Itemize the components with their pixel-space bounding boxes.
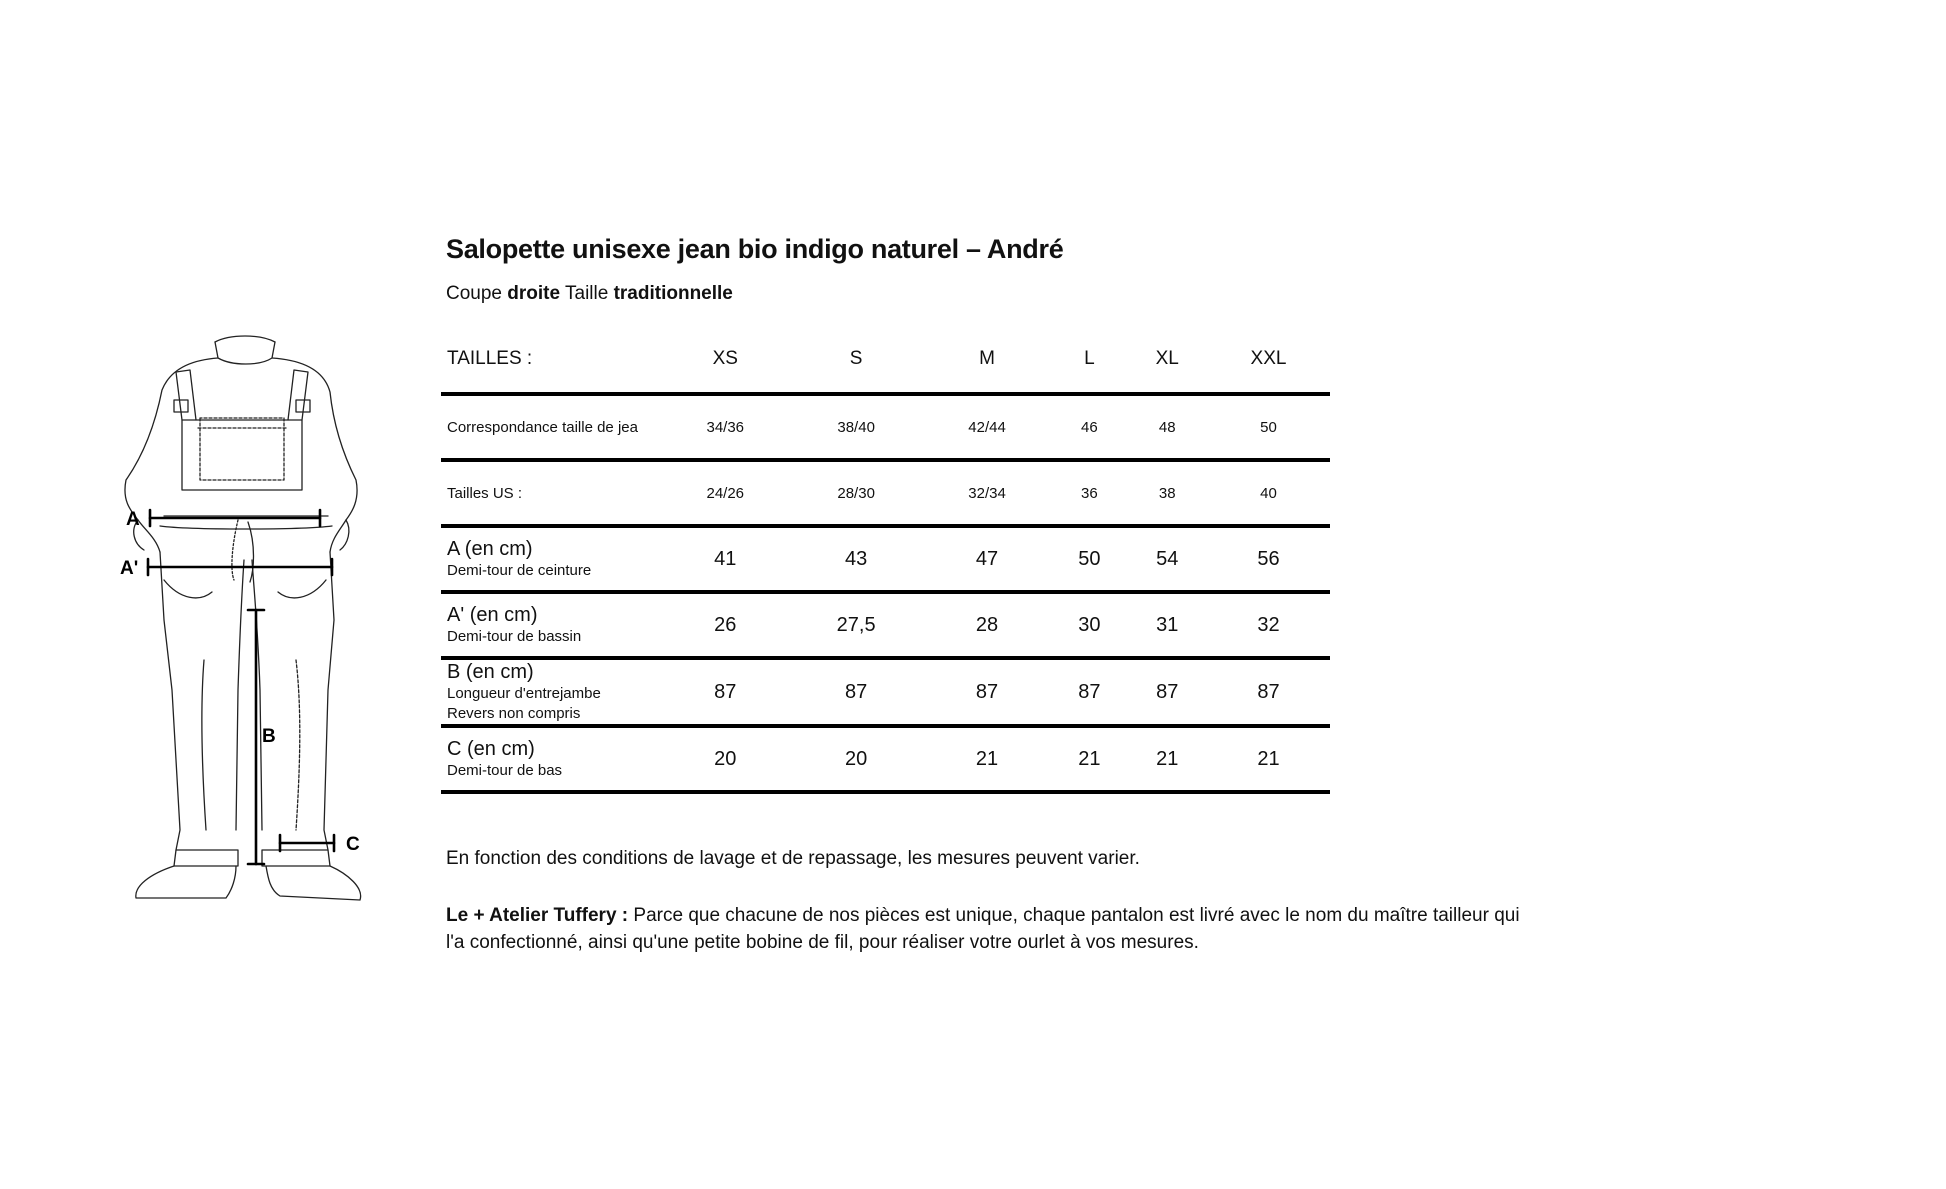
- marker-label-b: B: [262, 726, 276, 747]
- marker-label-a: A: [126, 509, 140, 530]
- table-cell: 42/44: [968, 418, 1006, 436]
- table-cell: 48: [1158, 418, 1176, 436]
- table-cell: 54: [1156, 547, 1179, 570]
- size-header-cell: S: [790, 326, 923, 394]
- size-header-cell: XS: [661, 326, 790, 394]
- row-label: [441, 726, 661, 792]
- table-cell: 46: [1081, 418, 1098, 436]
- table-cell: 21: [1257, 747, 1280, 770]
- row-label: [441, 460, 661, 526]
- table-row-jean-size: [441, 394, 1330, 460]
- table-cell: 87: [714, 680, 737, 703]
- marker-label-c: C: [346, 834, 360, 855]
- table-cell: 32/34: [968, 484, 1006, 502]
- atelier-note: [446, 902, 1526, 956]
- size-header-cell: XXL: [1207, 326, 1330, 394]
- table-cell: 38: [1158, 484, 1176, 502]
- table-cell: 87: [975, 680, 999, 703]
- table-row-a: [441, 526, 1330, 592]
- row-label-text: Correspondance taille de jea: [447, 418, 638, 436]
- fit-cut-value: droite: [507, 283, 561, 304]
- table-cell: 40: [1260, 484, 1277, 502]
- table-cell: 30: [1078, 613, 1101, 636]
- size-header-row: [441, 326, 1330, 394]
- row-label: [441, 658, 661, 726]
- table-row-c: [441, 726, 1330, 792]
- table-cell: 26: [714, 613, 737, 636]
- row-label: [441, 592, 661, 658]
- table-cell: 87: [845, 680, 868, 703]
- size-chart-table: [441, 326, 1330, 794]
- table-cell: 28/30: [837, 484, 875, 502]
- header-label: TAILLES :: [441, 326, 661, 394]
- size-header-cell: M: [923, 326, 1052, 394]
- row-label-text: A (en cm): [447, 538, 533, 560]
- table-cell: 24/26: [706, 484, 745, 502]
- row-label-sub: Demi-tour de ceinture: [447, 562, 592, 579]
- row-label-text: C (en cm): [447, 738, 535, 760]
- table-cell: 31: [1156, 613, 1179, 636]
- size-header-cell: L: [1051, 326, 1127, 394]
- table-cell: 27,5: [836, 613, 876, 636]
- row-label: [441, 526, 661, 592]
- table-cell: 87: [1257, 680, 1280, 703]
- marker-label-a-prime: A': [120, 558, 139, 579]
- table-cell: 32: [1257, 613, 1280, 636]
- size-header-cell: XL: [1127, 326, 1207, 394]
- table-cell: 87: [1078, 680, 1101, 703]
- table-cell: 21: [1078, 747, 1101, 770]
- table-cell: 20: [845, 747, 868, 770]
- table-cell: 20: [714, 747, 737, 770]
- row-label-sub: Demi-tour de bas: [447, 762, 563, 779]
- table-cell: 50: [1078, 547, 1101, 570]
- fit-size-value: traditionnelle: [613, 283, 733, 304]
- row-label-sub: Longueur d'entrejambe: [447, 685, 601, 702]
- table-cell: 21: [975, 747, 999, 770]
- atelier-note-heading: Le + Atelier Tuffery :: [446, 905, 629, 926]
- table-cell: 87: [1156, 680, 1179, 703]
- table-cell: 21: [1156, 747, 1179, 770]
- table-cell: 36: [1081, 484, 1098, 502]
- fit-text-2: Taille: [560, 283, 614, 304]
- table-cell: 38/40: [837, 418, 875, 436]
- row-label-text: B (en cm): [447, 661, 534, 683]
- table-cell: 41: [714, 547, 737, 570]
- row-label-sub: Demi-tour de bassin: [447, 628, 582, 645]
- washing-note: En fonction des conditions de lavage et de repassage, les mesures peuvent varier.: [446, 848, 1140, 869]
- table-row-b: [441, 658, 1330, 726]
- table-cell: 47: [975, 547, 999, 570]
- table-cell: 28: [975, 613, 999, 636]
- table-cell: 56: [1257, 547, 1280, 570]
- row-label-text: Tailles US :: [447, 484, 523, 502]
- fit-text-1: Coupe: [446, 283, 508, 304]
- table-cell: 34/36: [706, 418, 745, 436]
- page-title: Salopette unisexe jean bio indigo naturel – André: [446, 234, 1064, 264]
- table-row-a-prime: [441, 592, 1330, 658]
- row-label-sub: Revers non compris: [447, 705, 581, 722]
- overalls-illustration: [120, 330, 380, 905]
- table-cell: 50: [1260, 418, 1277, 436]
- row-label-text: A' (en cm): [447, 604, 538, 626]
- row-label: [441, 394, 661, 460]
- table-row-us-size: [441, 460, 1330, 526]
- atelier-note-text: Parce que chacune de nos pièces est unique, chaque pantalon est livré avec le nom du maître tailleur qui l'a confectionné, ainsi qu'une petite bobine de fil, pour réaliser votre ourlet à vos mesures.: [446, 905, 1520, 953]
- table-cell: 43: [845, 547, 868, 570]
- fit-description: [446, 283, 733, 305]
